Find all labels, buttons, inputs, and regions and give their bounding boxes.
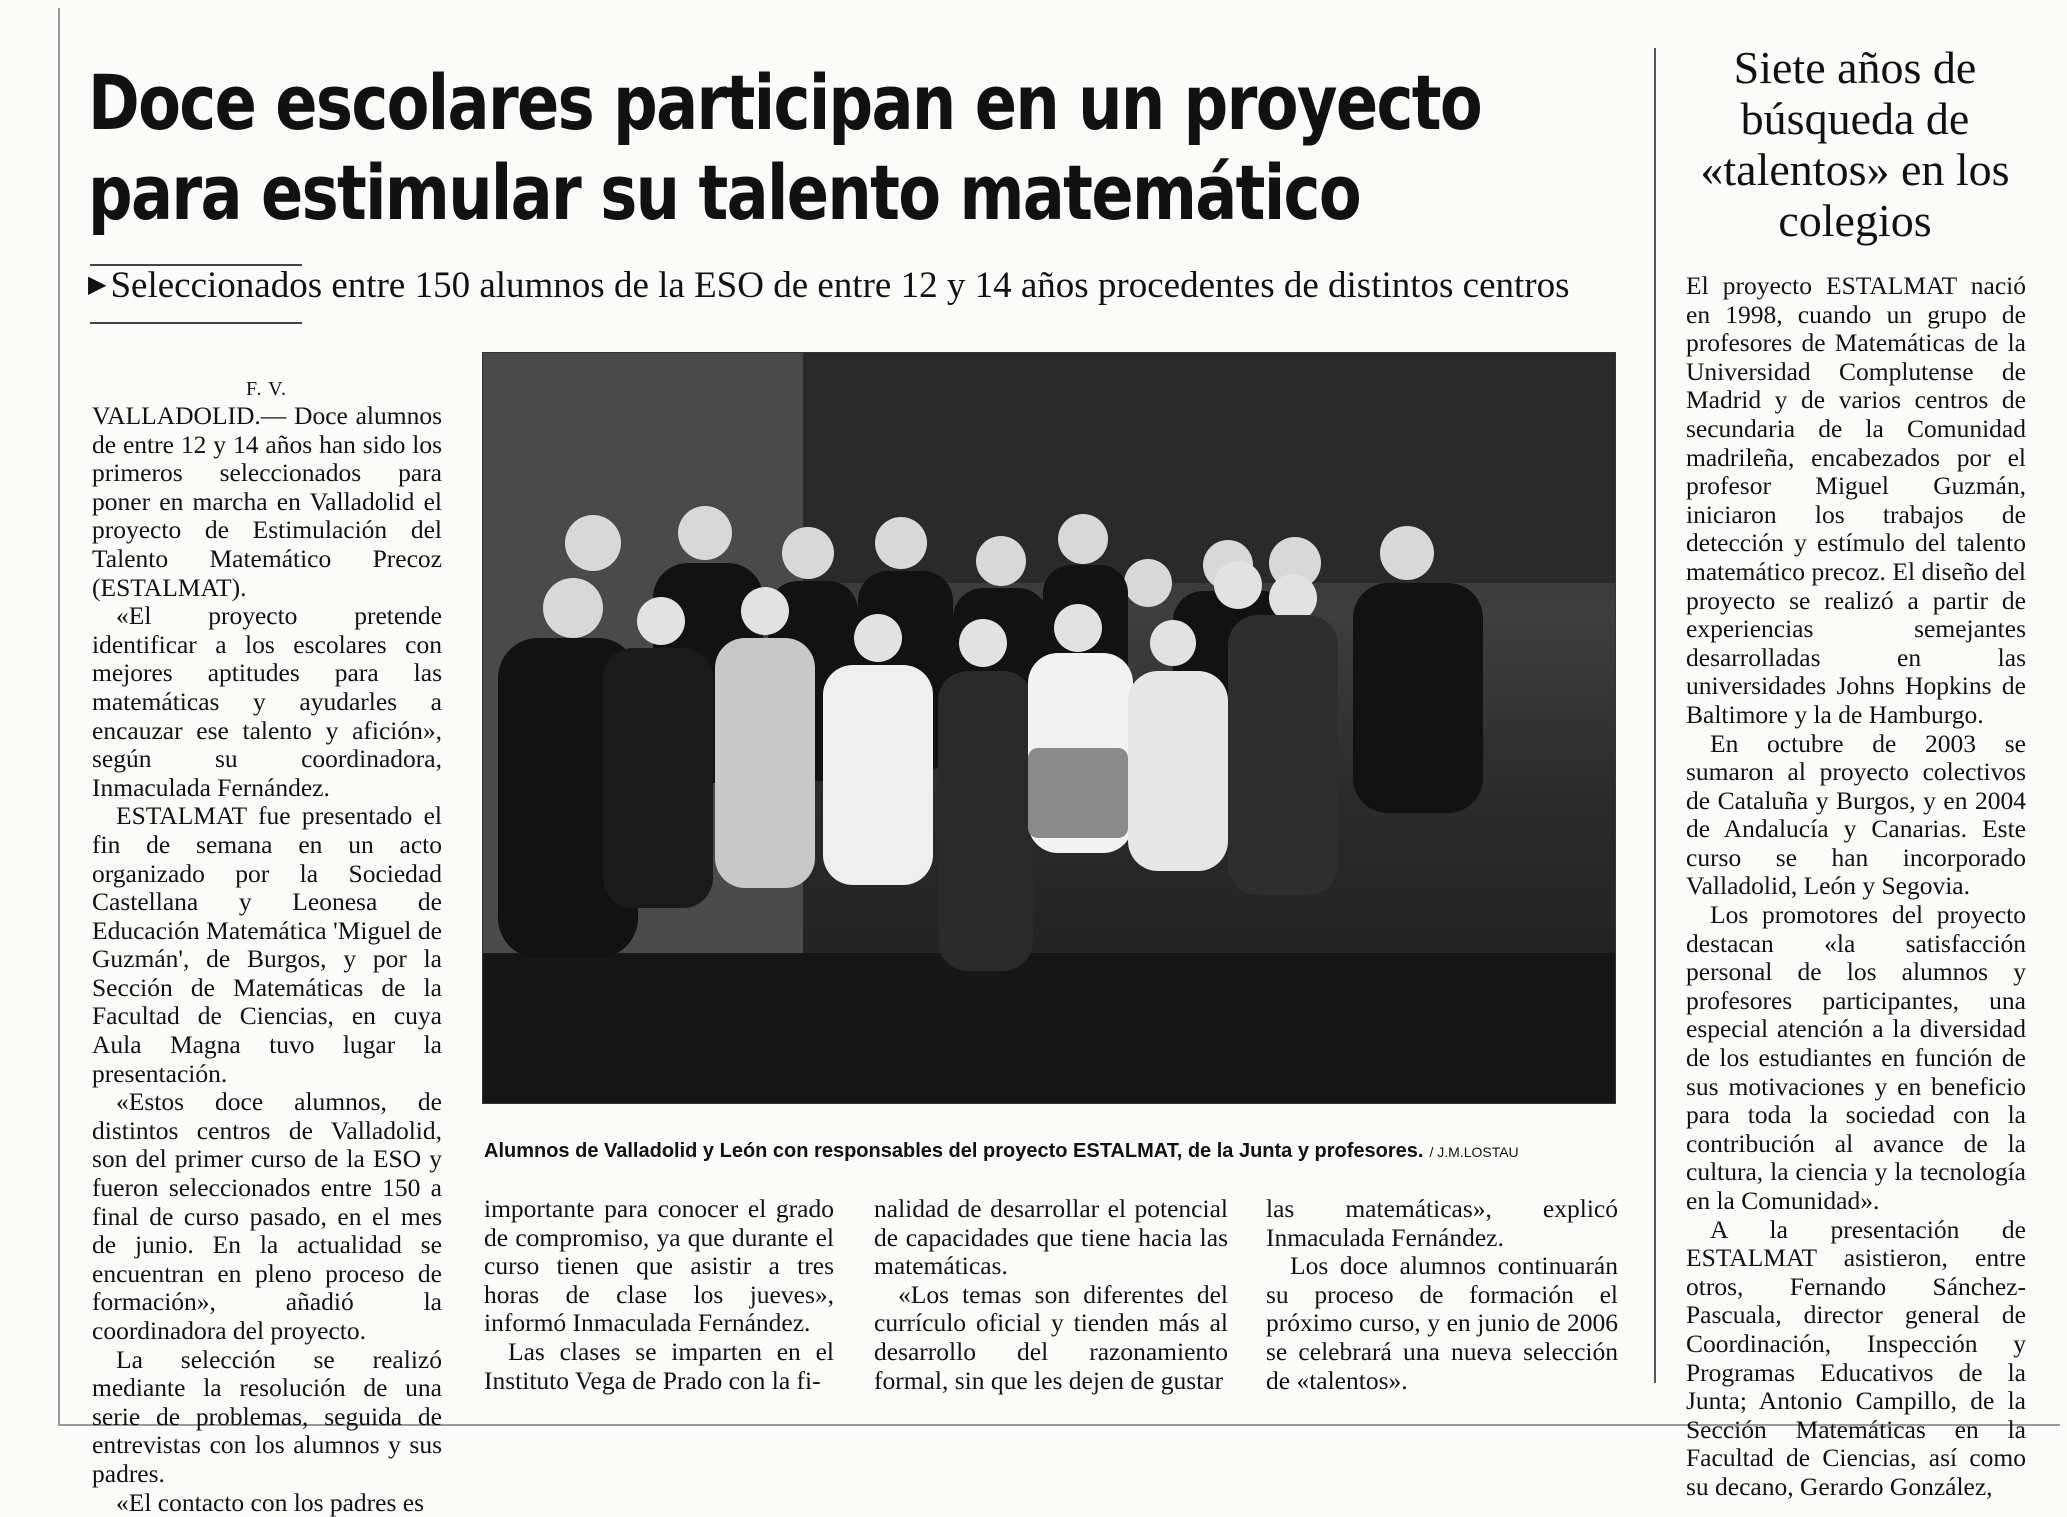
- paragraph: «El proyecto pretende identificar a los escolares con mejores aptitudes para las matemáticas y ayudarles a encauzar ese talento y afición», según su coordinadora, Inmaculada Fernández.: [92, 601, 442, 802]
- group-photo-illustration: [483, 353, 1615, 1103]
- subhead-rule: [90, 322, 302, 324]
- article-column-1: [92, 402, 442, 1517]
- paragraph: Los doce alumnos continuarán su proceso de formación el próximo curso, y en junio de 2006 se celebrará una nueva selección de «talentos».: [1266, 1251, 1618, 1395]
- paragraph: El proyecto ESTALMAT nació en 1998, cuando un grupo de profesores de Matemáticas de la Universidad Complutense de Madrid y de varios centros de secundaria de la Comunidad madrileña, encabezados por el profesor Miguel Guzmán, iniciaron los trabajos de detección y estímulo del talento matemático precoz. El diseño del proyecto se realizó a partir de experiencias semejantes desarrolladas en las universidades Johns Hopkins de Baltimore y la de Hamburgo.: [1686, 271, 2026, 729]
- paragraph: «Los temas son diferentes del currículo oficial y tienden más al desarrollo del razonamiento formal, sin que les dejen de gustar: [874, 1279, 1228, 1395]
- article-column-2: [484, 1195, 834, 1395]
- paragraph: las matemáticas», explicó Inmaculada Fernández.: [1266, 1194, 1618, 1252]
- headline-line-2: para estimular su talento matemático: [88, 148, 1361, 237]
- article-column-3: [874, 1195, 1228, 1395]
- subheadline-text: Seleccionados entre 150 alumnos de la ESO de entre 12 y 14 años procedentes de distintos centros: [110, 265, 1570, 306]
- byline: F. V.: [246, 378, 288, 400]
- column-divider: [1654, 48, 1656, 1383]
- subheadline: [88, 264, 1568, 307]
- paragraph: ESTALMAT fue presentado el fin de semana en un acto organizado por la Sociedad Castellana y Leonesa de Educación Matemática 'Miguel de Guzmán', de Burgos, y por la Sección de Matemáticas de la Facultad de Ciencias, en cuya Aula Magna tuvo lugar la presentación.: [92, 801, 442, 1088]
- photo-credit: / J.M.LOSTAU: [1429, 1144, 1519, 1160]
- paragraph: «El contacto con los padres es: [116, 1487, 425, 1517]
- paragraph: Las clases se imparten en el Instituto Vega de Prado con la fi-: [484, 1336, 834, 1395]
- headline: [88, 58, 1482, 238]
- article-column-4: [1266, 1195, 1618, 1395]
- sidebar-column: [1686, 272, 2026, 1502]
- paragraph: A la presentación de ESTALMAT asistieron, entre otros, Fernando Sánchez-Pascuala, director general de Coordinación, Inspección y Programas Educativos de la Junta; Antonio Campillo, de la Sección Matemáticas en la Facultad de Ciencias, así como su decano, Gerardo González,: [1686, 1214, 2026, 1501]
- triangle-bullet-icon: ▶: [88, 272, 107, 298]
- sidebar-title: Siete años de búsqueda de «talentos» en los colegios: [1700, 42, 2010, 246]
- paragraph: importante para conocer el grado de compromiso, ya que durante el curso tienen que asistir a tres horas de clase los jueves», informó Inmaculada Fernández.: [484, 1194, 834, 1338]
- paragraph: VALLADOLID.— Doce alumnos de entre 12 y 14 años han sido los primeros seleccionados para poner en marcha en Valladolid el proyecto de Estimulación del Talento Matemático Precoz (ESTALMAT).: [92, 401, 442, 602]
- group-photo: [482, 352, 1616, 1104]
- paragraph: nalidad de desarrollar el potencial de capacidades que tiene hacia las matemáticas.: [874, 1194, 1228, 1281]
- caption-text: Alumnos de Valladolid y León con responsables del proyecto ESTALMAT, de la Junta y profesores.: [484, 1140, 1424, 1162]
- photo-caption: [484, 1140, 1624, 1163]
- paragraph: En octubre de 2003 se sumaron al proyecto colectivos de Cataluña y Burgos, y en 2004 de Andalucía y Canarias. Este curso se han incorporado Valladolid, León y Segovia.: [1686, 728, 2026, 901]
- paragraph: La selección se realizó mediante la resolución de una serie de problemas, seguida de entrevistas con los alumnos y sus padres.: [92, 1344, 442, 1488]
- headline-line-1: Doce escolares participan en un proyecto: [88, 58, 1482, 147]
- paragraph: Los promotores del proyecto destacan «la satisfacción personal de los alumnos y profesores participantes, una especial atención a la diversidad de los estudiantes en función de sus motivaciones y en beneficio para toda la sociedad con la contribución al avance de la cultura, la ciencia y la tecnología en la Comunidad».: [1686, 900, 2026, 1215]
- paragraph: «Estos doce alumnos, de distintos centros de Valladolid, son del primer curso de la ESO y fueron seleccionados entre 150 a final de curso pasado, en el mes de junio. En la actualidad se encuentran en pleno proceso de formación», añadió la coordinadora del proyecto.: [92, 1087, 442, 1345]
